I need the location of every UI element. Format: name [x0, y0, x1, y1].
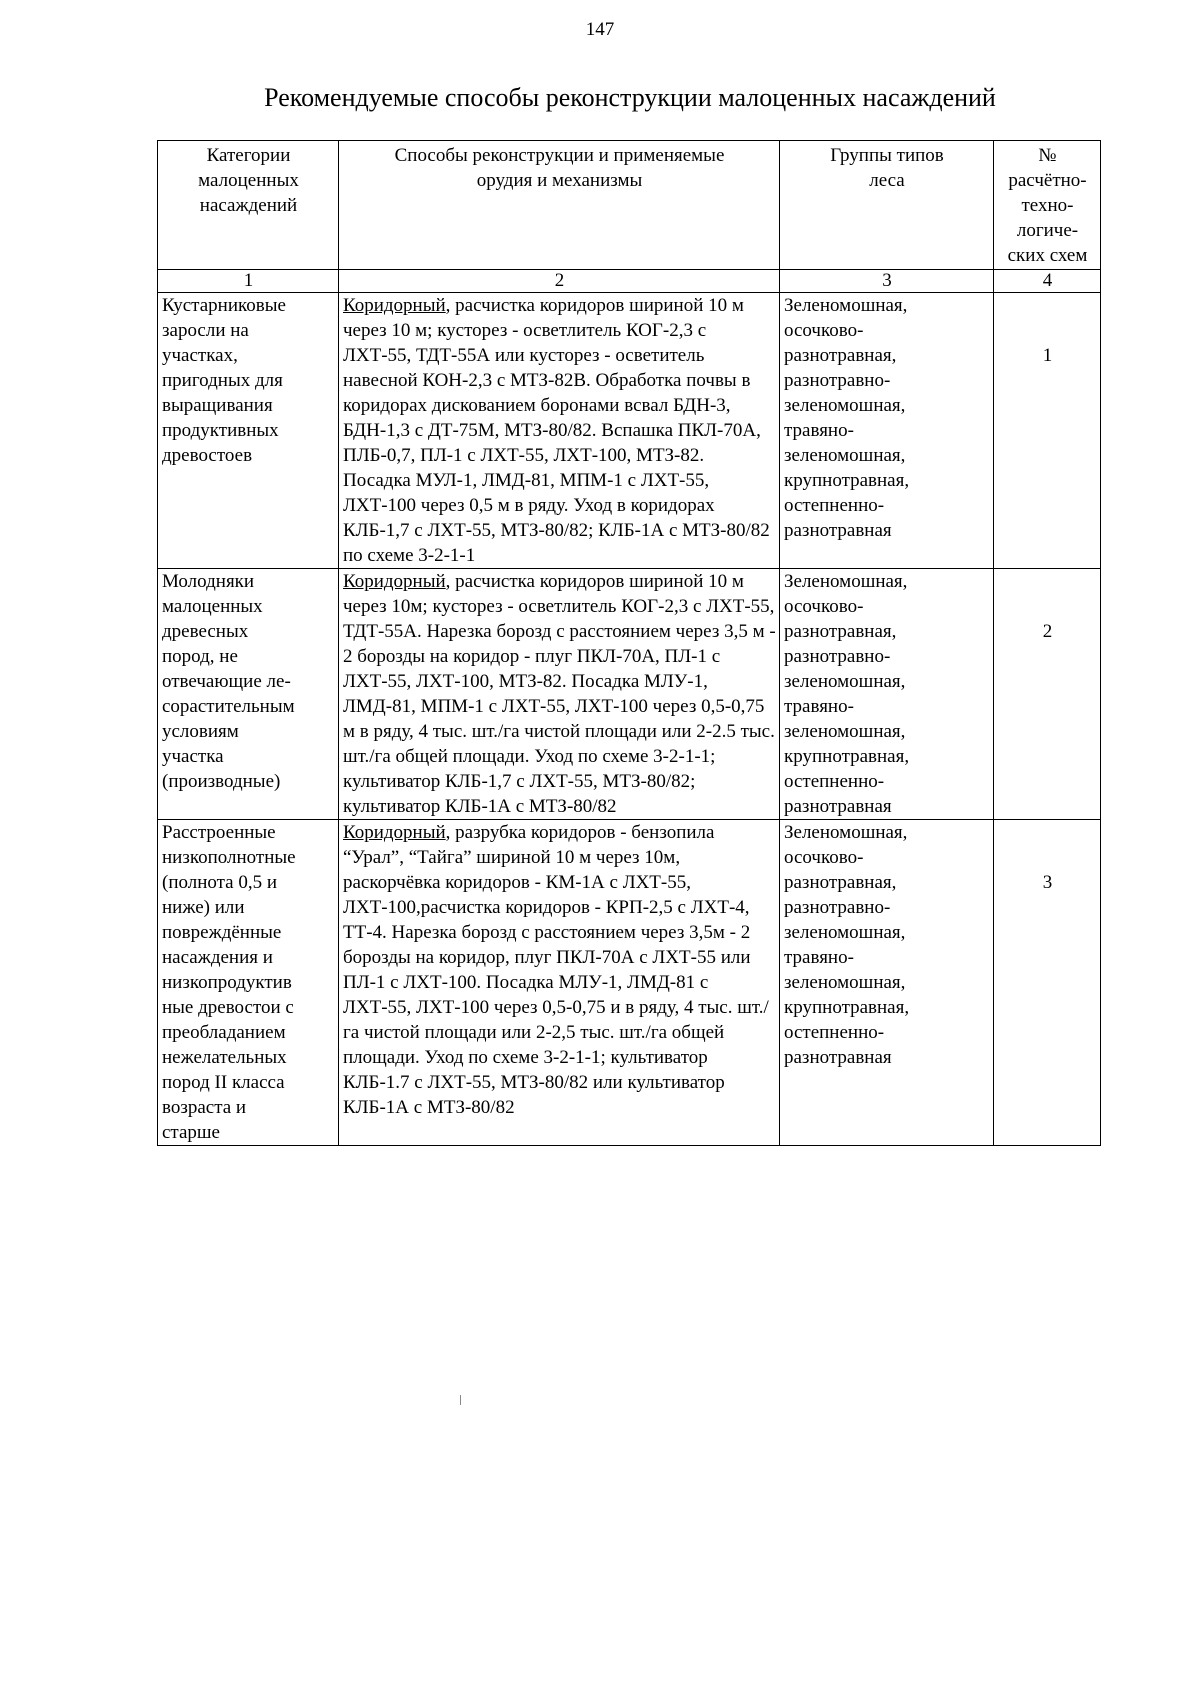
page-number: 147: [585, 19, 615, 40]
table-row: [158, 820, 1101, 1146]
method-cell: [339, 569, 780, 820]
method-name: Коридорный: [343, 295, 446, 316]
forest-types-cell: Зеленомошная, осочково- разнотравная, разнотравно- зеленомошная, травяно- зеленомошная, крупнотравная, остепненно- разнотравная: [780, 293, 994, 569]
method-cell: [339, 820, 780, 1146]
column-number: 2: [339, 270, 780, 293]
column-number: 3: [780, 270, 994, 293]
table-row: [158, 569, 1101, 820]
table-row: [158, 293, 1101, 569]
column-number-row: [158, 270, 1101, 293]
column-number: 4: [994, 270, 1101, 293]
header-category: Категории малоценных насаждений: [158, 141, 339, 270]
scheme-number-cell: 3: [994, 820, 1101, 1146]
method-cell: [339, 293, 780, 569]
method-name: Коридорный: [343, 571, 446, 592]
header-methods: Способы реконструкции и применяемые орудия и механизмы: [339, 141, 780, 270]
column-number: 1: [158, 270, 339, 293]
scan-artifact: [460, 1395, 461, 1405]
category-cell: Молодняки малоценных древесных пород, не отвечающие ле- сорастительным условиям участка (производные): [158, 569, 339, 820]
forest-types-cell: Зеленомошная, осочково- разнотравная, разнотравно- зеленомошная, травяно- зеленомошная, крупнотравная, остепненно- разнотравная: [780, 569, 994, 820]
scheme-number-cell: 1: [994, 293, 1101, 569]
header-scheme-number: № расчётно- техно- логиче- ских схем: [994, 141, 1101, 270]
reconstruction-methods-table: [157, 140, 1101, 1146]
header-forest-types: Группы типов леса: [780, 141, 994, 270]
method-text: , расчистка коридоров шириной 10 м через 10м; кусторез - осветлитель КОГ-2,3 с ЛХТ-55, ТДТ-55А. Нарезка борозд с расстоянием через 3,5 м - 2 борозды на коридор - плуг ПКЛ-70А, ПЛ-1 с ЛХТ-55, ЛХТ-100, МТЗ-82. Посадка МЛУ-1, ЛМД-81, МПМ-1 с ЛХТ-55, ЛХТ-100 через 0,5-0,75 м в ряду, 4 тыс. шт./га чистой площади или 2-2.5 тыс. шт./га общей площади. Уход по схеме 3-2-1-1; культиватор КЛБ-1,7 с ЛХТ-55, МТЗ-80/82; культиватор КЛБ-1А с МТЗ-80/82: [343, 571, 776, 817]
scheme-number-cell: 2: [994, 569, 1101, 820]
method-text: , расчистка коридоров шириной 10 м через 10 м; кусторез - осветлитель КОГ-2,3 с ЛХТ-55, ТДТ-55А или кусторез - осветитель навесной КОН-2,3 с МТЗ-82В. Обработка почвы в коридорах дискованием боронами всвал БДН-3, БДН-1,3 с ДТ-75М, МТЗ-80/82. Вспашка ПКЛ-70А, ПЛБ-0,7, ПЛ-1 с ЛХТ-55, ЛХТ-100, МТЗ-82. Посадка МУЛ-1, ЛМД-81, МПМ-1 с ЛХТ-55, ЛХТ-100 через 0,5 м в ряду. Уход в коридорах КЛБ-1,7 с ЛХТ-55, МТЗ-80/82; КЛБ-1А с МТЗ-80/82 по схеме 3-2-1-1: [343, 295, 770, 566]
category-cell: Кустарниковые заросли на участках, пригодных для выращивания продуктивных древостоев: [158, 293, 339, 569]
page-title: Рекомендуемые способы реконструкции малоценных насаждений: [264, 83, 996, 112]
table-header-row: [158, 141, 1101, 270]
category-cell: Расстроенные низкополнотные (полнота 0,5 и ниже) или повреждённые насаждения и низкопродуктив ные древостои с преобладанием нежелательных пород II класса возраста и старше: [158, 820, 339, 1146]
forest-types-cell: Зеленомошная, осочково- разнотравная, разнотравно- зеленомошная, травяно- зеленомошная, крупнотравная, остепненно- разнотравная: [780, 820, 994, 1146]
method-text: , разрубка коридоров - бензопила “Урал”, “Тайга” шириной 10 м через 10м, раскорчёвка коридоров - КМ-1А с ЛХТ-55, ЛХТ-100,расчистка коридоров - КРП-2,5 с ЛХТ-4, ТТ-4. Нарезка борозд с расстоянием через 3,5м - 2 борозды на коридор, плуг ПКЛ-70А с ЛХТ-55 или ПЛ-1 с ЛХТ-100. Посадка МЛУ-1, ЛМД-81 с ЛХТ-55, ЛХТ-100 через 0,5-0,75 и в ряду, 4 тыс. шт./га чистой площади или 2-2,5 тыс. шт./га общей площади. Уход по схеме 3-2-1-1; культиватор КЛБ-1.7 с ЛХТ-55, МТЗ-80/82 или культиватор КЛБ-1А с МТЗ-80/82: [343, 822, 769, 1118]
method-name: Коридорный: [343, 822, 446, 843]
